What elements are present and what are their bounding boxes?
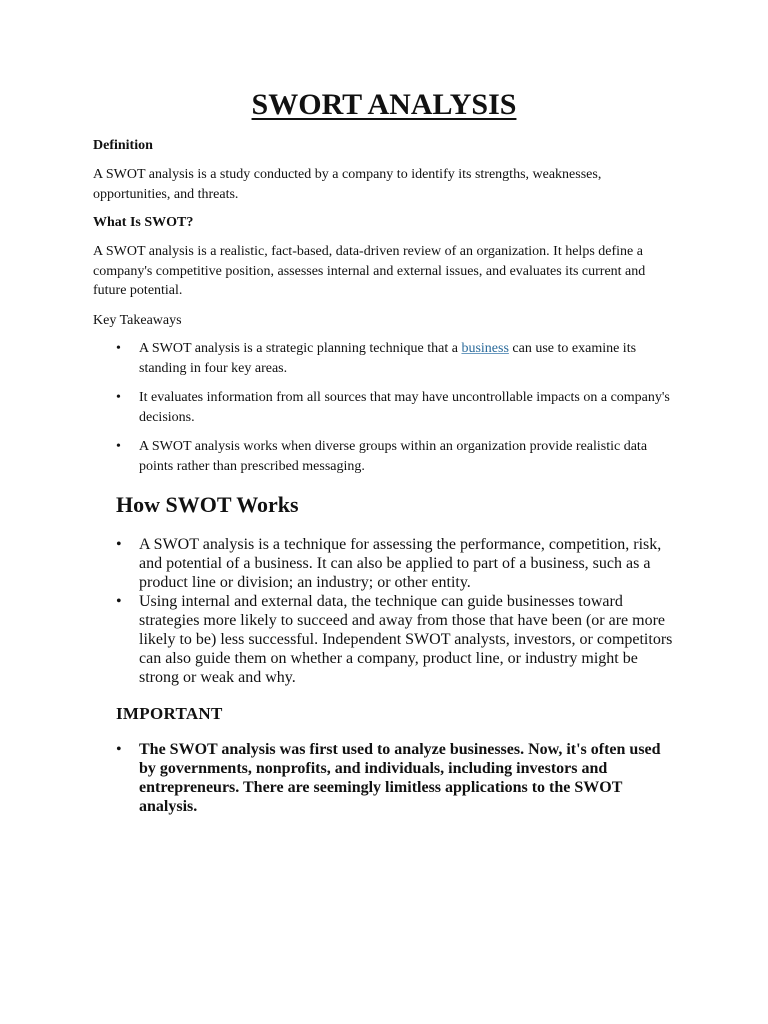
page-title: SWORT ANALYSIS bbox=[251, 88, 517, 121]
what-is-text: A SWOT analysis is a realistic, fact-based, data-driven review of an organization. It helps define a company's competitive position, assesses internal and external issues, and evaluates its current and future potential. bbox=[93, 244, 646, 298]
bullet-icon: • bbox=[116, 536, 122, 553]
list-item-text: A SWOT analysis is a technique for assessing the performance, competition, risk, and potential of a business. It can also be applied to part of a business, such as a product line or division; an industry; or other entity. bbox=[139, 536, 662, 591]
list-item bbox=[116, 592, 676, 687]
important-heading: IMPORTANT bbox=[116, 704, 223, 723]
list-item-text-after: can use to examine its standing in four key areas. bbox=[139, 341, 637, 376]
definition-text: A SWOT analysis is a study conducted by a company to identify its strengths, weaknesses, opportunities, and threats. bbox=[93, 167, 602, 202]
list-item-text: It evaluates information from all sources that may have uncontrollable impacts on a company's decisions. bbox=[139, 390, 670, 425]
list-item-text: The SWOT analysis was first used to analyze businesses. Now, it's often used by governments, nonprofits, and individuals, including investors and entrepreneurs. There are seemingly limitless applications to the SWOT analysis. bbox=[139, 741, 661, 815]
list-item bbox=[116, 437, 676, 476]
list-item bbox=[116, 535, 676, 592]
list-item-text: A SWOT analysis works when diverse groups within an organization provide realistic data points rather than prescribed messaging. bbox=[139, 439, 648, 474]
what-is-heading: What Is SWOT? bbox=[93, 215, 194, 230]
list-item bbox=[116, 388, 676, 427]
bullet-icon: • bbox=[116, 593, 122, 610]
key-takeaways-label: Key Takeaways bbox=[93, 313, 182, 328]
how-swot-works-heading: How SWOT Works bbox=[116, 492, 299, 517]
list-item-text: Using internal and external data, the technique can guide businesses toward strategies more likely to succeed and away from those that have been (or are more likely to be) less successful. Independent SWOT analysts, investors, or competitors can also guide them on whether a company, product line, or industry might be strong or weak and why. bbox=[139, 593, 673, 686]
list-item bbox=[116, 339, 676, 378]
list-item bbox=[116, 740, 681, 816]
business-link[interactable]: business bbox=[461, 341, 509, 356]
key-takeaways-list bbox=[116, 339, 676, 486]
bullet-icon: • bbox=[116, 341, 121, 356]
bullet-icon: • bbox=[116, 439, 121, 454]
list-item-text-before: A SWOT analysis is a strategic planning technique that a bbox=[139, 341, 462, 356]
definition-heading: Definition bbox=[93, 138, 153, 153]
important-list bbox=[116, 740, 681, 816]
bullet-icon: • bbox=[116, 390, 121, 405]
bullet-icon: • bbox=[116, 741, 122, 758]
how-swot-works-list bbox=[116, 535, 676, 687]
